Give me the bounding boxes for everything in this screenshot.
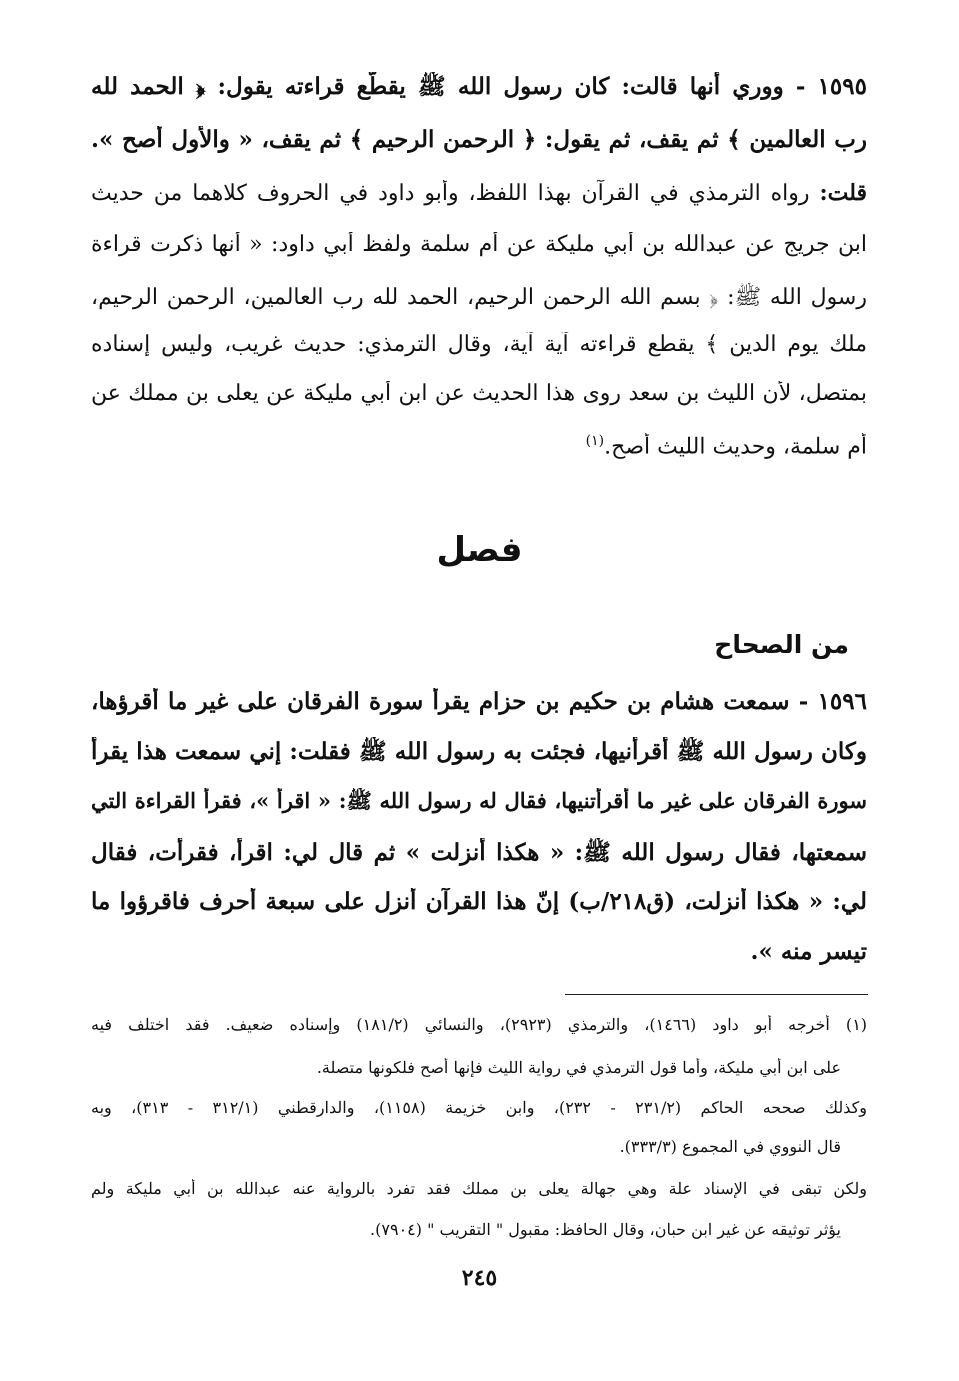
page-number: ٢٤٥: [461, 1265, 498, 1291]
section-heading: فصل: [436, 530, 523, 570]
subheading: من الصحاح: [714, 630, 849, 659]
commentary-line-1-text: رواه الترمذي في القرآن بهذا اللفظ، وأبو داود في الحروف كلاهما من حديث: [91, 181, 810, 206]
footnote-separator: [565, 994, 868, 995]
hadith-1596-line-5: لي: « هكذا أنزلت، (ق٢١٨/ب) إنّ هذا القرآن أنزل على سبعة أحرف فاقرؤوا ما: [91, 888, 867, 915]
hadith-1595-line-1: ١٥٩٥ - ووري أنها قالت: كان رسول الله ﷺ يقطّع قراءته يقول: ﴿ الحمد لله: [91, 73, 867, 100]
commentary-line-6: [91, 433, 867, 459]
hadith-1596-line-2: وكان رسول الله ﷺ أقرأنيها، فجئت به رسول الله ﷺ فقلت: إني سمعت هذا يقرأ: [91, 738, 867, 765]
hadith-1596-line-3: سورة الفرقان على غير ما أقرأتنيها، فقال له رسول الله ﷺ: « اقرأ »، فقرأ القراءة التي: [91, 788, 867, 813]
footnote-2-line-1: وكذلك صححه الحاكم (٢٣١/٢ - ٢٣٢)، وابن خزيمة (١١٥٨)، والدارقطني (٣١٢/١ - ٣١٣)، وبه: [91, 1098, 867, 1117]
footnote-reference: (١): [585, 433, 605, 449]
hadith-1596-line-1: ١٥٩٦ - سمعت هشام بن حكيم بن حزام يقرأ سورة الفرقان على غير ما أقرؤها،: [91, 688, 867, 715]
hadith-1596-line-6: تيسر منه ».: [750, 938, 867, 965]
hadith-1595-line-2: رب العالمين ﴾ ثم يقف، ثم يقول: ﴿ الرحمن الرحيم ﴾ ثم يقف، « والأول أصح ».: [91, 126, 867, 153]
footnote-1-line-1: (١) أخرجه أبو داود (١٤٦٦)، والترمذي (٢٩٢٣)، والنسائي (١٨١/٢) وإسناده ضعيف. فقد اختلف فيه: [91, 1015, 867, 1034]
footnote-3-line-1: ولكن تبقى في الإسناد علة وهي جهالة يعلى بن مملك فقد تفرد بالرواية عنه عبدالله بن أبي مليكة ولم: [91, 1179, 867, 1198]
hadith-1596-line-4: سمعتها، فقال رسول الله ﷺ: « هكذا أنزلت » ثم قال لي: اقرأ، فقرأت، فقال: [91, 839, 867, 866]
commentary-line-3: رسول الله ﷺ: ﴿ بسم الله الرحمن الرحيم، الحمد لله رب العالمين، الرحمن الرحيم،: [91, 285, 867, 310]
commentary-lead: قلت:: [819, 180, 867, 206]
commentary-line-2: ابن جريج عن عبدالله بن أبي مليكة عن أم سلمة ولفظ أبي داود: « أنها ذكرت قراءة: [91, 232, 867, 257]
footnote-1-line-2: على ابن أبي مليكة، وأما قول الترمذي في رواية الليث فإنها أصح فلكونها متصلة.: [316, 1058, 841, 1077]
footnote-3-line-2: يؤثر توثيقه عن غير ابن حبان، وقال الحافظ: مقبول " التقريب " (٧٩٠٤).: [370, 1220, 841, 1239]
footnote-2-line-2: قال النووي في المجموع (٣٣٣/٣).: [619, 1137, 841, 1156]
commentary-line-4: ملك يوم الدين ﴾ يقطع قراءته آية آية، وقال الترمذي: حديث غريب، وليس إسناده: [91, 332, 867, 357]
commentary-line-1: [91, 180, 867, 206]
commentary-line-5: بمتصل، لأن الليث بن سعد روى هذا الحديث عن ابن أبي مليكة عن يعلى بن مملك عن: [91, 381, 867, 406]
commentary-last-line: أم سلمة، وحديث الليث أصح.: [604, 434, 867, 460]
